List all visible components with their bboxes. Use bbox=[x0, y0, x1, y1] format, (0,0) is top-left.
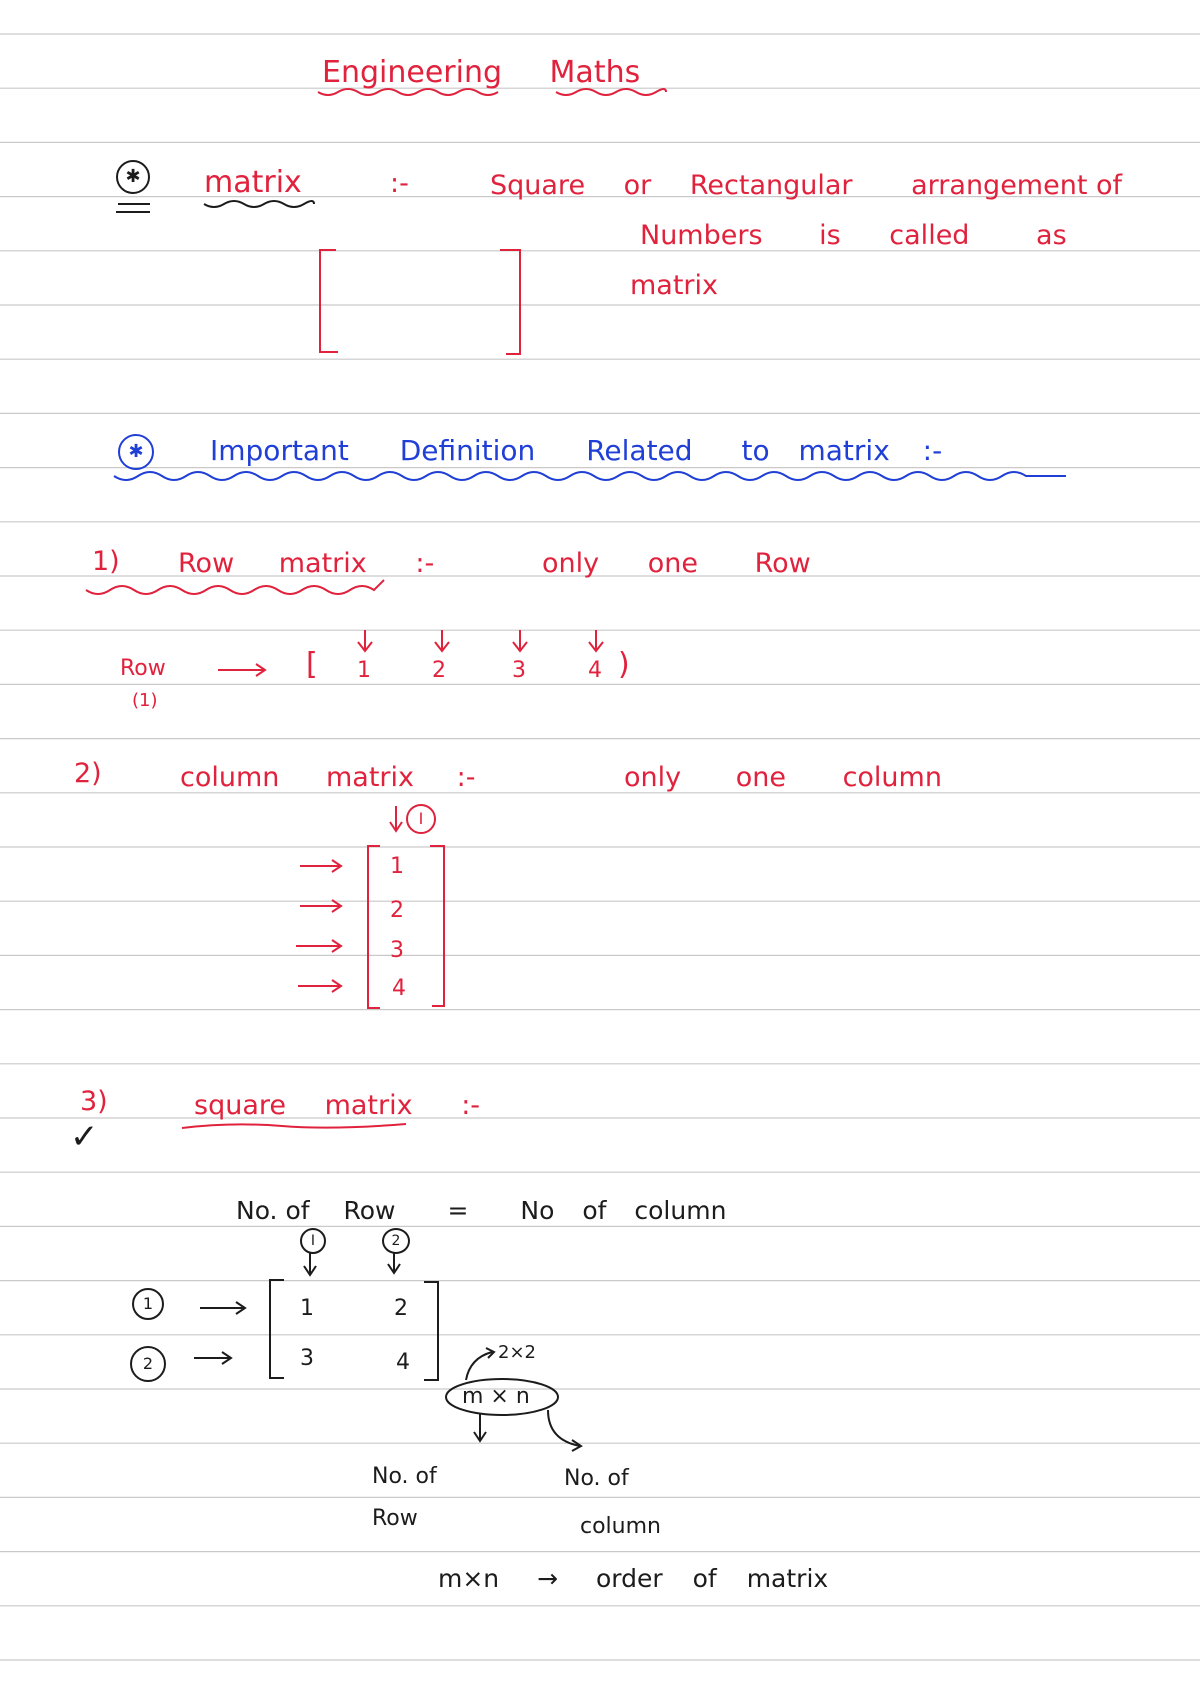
row-element: 3 bbox=[512, 658, 526, 683]
row-matrix-desc: only one Row bbox=[542, 548, 811, 579]
square-matrix-term: square matrix :- bbox=[194, 1090, 481, 1121]
check-mark-icon: ✓ bbox=[70, 1117, 99, 1157]
order-formula: m × n bbox=[462, 1384, 530, 1409]
column-matrix-bracket bbox=[368, 846, 380, 1008]
empty-matrix-bracket bbox=[320, 250, 338, 352]
order-formula-ellipse bbox=[446, 1379, 558, 1415]
title-word-2: Maths bbox=[549, 55, 641, 90]
square-col-arrows bbox=[304, 1252, 400, 1275]
matrix-def-line1: Square or Rectangular arrangement of bbox=[490, 170, 1123, 201]
matrix-def-line2: Numbers is called as bbox=[640, 220, 1067, 251]
row-label-index: (1) bbox=[132, 690, 158, 711]
title-underline bbox=[318, 89, 498, 95]
empty-matrix-bracket bbox=[500, 250, 520, 354]
title-word-1: Engineering bbox=[322, 55, 502, 90]
column-element: 3 bbox=[390, 938, 404, 963]
matrix-colon: :- bbox=[390, 168, 409, 199]
row-down-arrows bbox=[358, 630, 603, 651]
column-matrix-bracket bbox=[430, 846, 444, 1006]
row-arrow-icon bbox=[218, 664, 265, 676]
square-equation: No. of Row = No of column bbox=[236, 1196, 727, 1225]
square-matrix-bracket bbox=[424, 1282, 438, 1380]
column-element: 1 bbox=[390, 854, 404, 879]
label-column: column bbox=[580, 1514, 661, 1539]
square-element: 4 bbox=[396, 1350, 410, 1375]
star-bullet-icon: ✱ bbox=[118, 434, 154, 470]
column-down-arrow bbox=[390, 806, 402, 831]
column-matrix-term: column matrix :- bbox=[180, 762, 476, 793]
square-matrix-underline bbox=[182, 1124, 406, 1128]
order-note: 2×2 bbox=[498, 1342, 536, 1363]
important-heading: Important Definition Related to matrix :- bbox=[210, 434, 943, 467]
column-index-tag: I bbox=[406, 804, 436, 834]
column-index-tag: I bbox=[300, 1228, 326, 1254]
label-no-of-column: No. of bbox=[564, 1466, 629, 1491]
row-matrix-term: Row matrix :- bbox=[178, 548, 435, 579]
square-row-arrows bbox=[194, 1302, 245, 1364]
matrix-def-line3: matrix bbox=[630, 270, 719, 301]
star-bullet-icon: ✱ bbox=[116, 160, 150, 194]
order-summary: m×n → order of matrix bbox=[438, 1564, 829, 1593]
row-matrix-open-bracket: [ bbox=[306, 647, 318, 682]
square-element: 1 bbox=[300, 1296, 314, 1321]
row-matrix-close-bracket: ) bbox=[618, 647, 630, 682]
row-matrix-number: 1) bbox=[92, 546, 120, 577]
label-no-of-row: No. of bbox=[372, 1464, 437, 1489]
matrix-underline bbox=[204, 201, 314, 207]
column-matrix-number: 2) bbox=[74, 758, 102, 789]
square-element: 2 bbox=[394, 1296, 408, 1321]
row-element: 2 bbox=[432, 658, 446, 683]
square-matrix-bracket bbox=[270, 1280, 284, 1378]
title-underline bbox=[556, 89, 666, 95]
column-matrix-desc: only one column bbox=[624, 762, 942, 793]
column-index-tag: 2 bbox=[382, 1228, 410, 1254]
row-element: 4 bbox=[588, 658, 602, 683]
column-element: 4 bbox=[392, 976, 406, 1001]
row-index-tag: 1 bbox=[132, 1288, 164, 1320]
row-matrix-underline bbox=[86, 580, 384, 594]
columns-pointer-arrow bbox=[548, 1410, 581, 1451]
bullet-underline bbox=[116, 204, 150, 212]
matrix-term: matrix bbox=[204, 165, 302, 200]
row-index-tag: 2 bbox=[130, 1346, 166, 1382]
column-element: 2 bbox=[390, 898, 404, 923]
rows-pointer-arrow bbox=[474, 1414, 486, 1441]
row-label: Row bbox=[120, 656, 166, 681]
label-row: Row bbox=[372, 1506, 418, 1531]
square-element: 3 bbox=[300, 1346, 314, 1371]
column-row-arrows bbox=[296, 860, 341, 992]
square-matrix-number: 3) bbox=[80, 1086, 108, 1117]
order-note-arrow bbox=[466, 1348, 494, 1380]
heading-underline bbox=[114, 472, 1066, 480]
row-element: 1 bbox=[357, 658, 371, 683]
